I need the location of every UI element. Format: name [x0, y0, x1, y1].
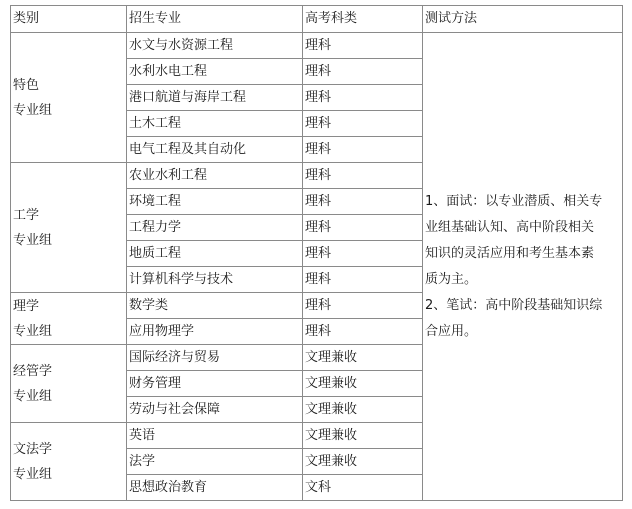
table-body — [11, 33, 623, 501]
group-name-line: 文法学 — [13, 441, 53, 457]
header-subject: 高考科类 — [303, 6, 423, 33]
group-name-cell — [11, 33, 127, 163]
header-category: 类别 — [11, 6, 127, 33]
test-method-line: 合应用。 — [425, 323, 478, 339]
group-name-line: 经管学 — [13, 363, 53, 379]
subject-cell: 文理兼收 — [303, 345, 423, 371]
test-method-line: 2、笔试：高中阶段基础知识综 — [425, 297, 603, 313]
major-cell: 思想政治教育 — [127, 475, 303, 501]
group-name-line: 理学 — [13, 298, 40, 314]
group-name-line: 工学 — [13, 207, 40, 223]
subject-cell: 理科 — [303, 111, 423, 137]
test-method-line: 知识的灵活应用和考生基本素 — [425, 245, 595, 261]
major-cell: 港口航道与海岸工程 — [127, 85, 303, 111]
subject-cell: 文理兼收 — [303, 423, 423, 449]
admission-table — [10, 5, 623, 501]
group-name-line: 专业组 — [13, 466, 53, 482]
test-method-line: 业组基础认知、高中阶段相关 — [425, 219, 595, 235]
header-major: 招生专业 — [127, 6, 303, 33]
major-cell: 地质工程 — [127, 241, 303, 267]
subject-cell: 理科 — [303, 85, 423, 111]
major-cell: 农业水利工程 — [127, 163, 303, 189]
admission-table-container — [10, 5, 623, 501]
major-cell: 电气工程及其自动化 — [127, 137, 303, 163]
subject-cell: 理科 — [303, 33, 423, 59]
major-cell: 工程力学 — [127, 215, 303, 241]
header-method: 测试方法 — [423, 6, 623, 33]
major-cell: 国际经济与贸易 — [127, 345, 303, 371]
major-cell: 法学 — [127, 449, 303, 475]
group-name-cell — [11, 293, 127, 345]
major-cell: 财务管理 — [127, 371, 303, 397]
subject-cell: 理科 — [303, 163, 423, 189]
major-cell: 数学类 — [127, 293, 303, 319]
subject-cell: 理科 — [303, 137, 423, 163]
major-cell: 应用物理学 — [127, 319, 303, 345]
subject-cell: 理科 — [303, 267, 423, 293]
subject-cell: 理科 — [303, 319, 423, 345]
group-name-line: 专业组 — [13, 102, 53, 118]
test-method-line: 1、面试：以专业潜质、相关专 — [425, 193, 603, 209]
test-method-line: 质为主。 — [425, 271, 478, 287]
major-cell: 英语 — [127, 423, 303, 449]
group-name-line: 专业组 — [13, 323, 53, 339]
major-cell: 环境工程 — [127, 189, 303, 215]
major-cell: 土木工程 — [127, 111, 303, 137]
subject-cell: 理科 — [303, 189, 423, 215]
subject-cell: 理科 — [303, 293, 423, 319]
subject-cell: 文科 — [303, 475, 423, 501]
subject-cell: 文理兼收 — [303, 449, 423, 475]
major-cell: 水文与水资源工程 — [127, 33, 303, 59]
subject-cell: 文理兼收 — [303, 371, 423, 397]
group-name-line: 特色 — [13, 77, 40, 93]
major-cell: 计算机科学与技术 — [127, 267, 303, 293]
subject-cell: 理科 — [303, 241, 423, 267]
subject-cell: 理科 — [303, 59, 423, 85]
major-cell: 水利水电工程 — [127, 59, 303, 85]
test-method-cell — [423, 33, 623, 501]
subject-cell: 理科 — [303, 215, 423, 241]
group-name-cell — [11, 345, 127, 423]
subject-cell: 文理兼收 — [303, 397, 423, 423]
table-row — [11, 33, 623, 59]
major-cell: 劳动与社会保障 — [127, 397, 303, 423]
group-name-cell — [11, 423, 127, 501]
group-name-cell — [11, 163, 127, 293]
group-name-line: 专业组 — [13, 232, 53, 248]
group-name-line: 专业组 — [13, 388, 53, 404]
header-row — [11, 6, 623, 33]
